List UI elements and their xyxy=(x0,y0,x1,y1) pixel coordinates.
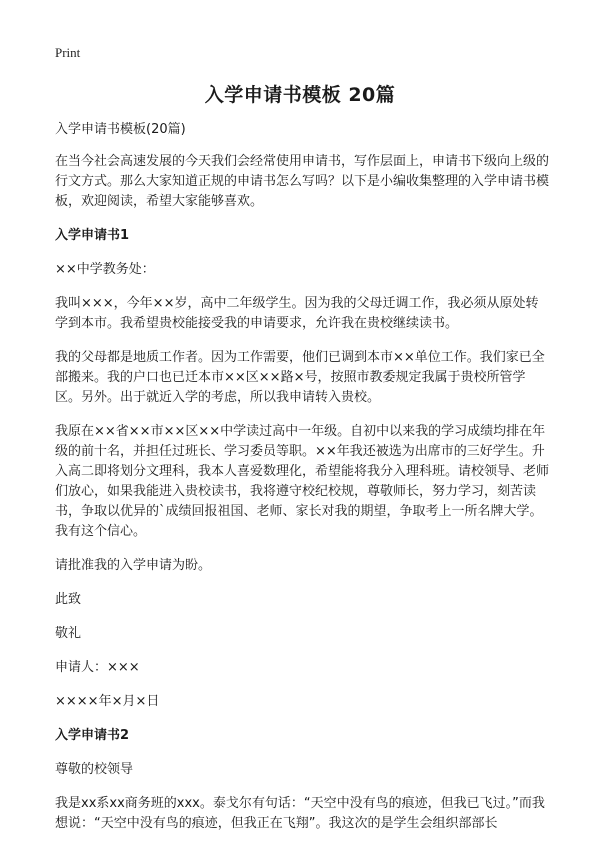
letter-1-regards: 敬礼 xyxy=(55,626,82,641)
page-title: 入学申请书模板 20篇 xyxy=(204,84,396,106)
letter-2-paragraph: 我是xx系xx商务班的xxx。泰戈尔有句话：“天空中没有鸟的痕迹，但我已飞过。”而我想说：“天空中没有鸟的痕迹，但我正在飞翔”。我这次的是学生会组织部部长 xyxy=(55,796,545,831)
letter-1-paragraph: 我叫×××，今年××岁，高中二年级学生。因为我的父母迁调工作，我必须从原处转学到本市。我希望贵校能接受我的申请要求，允许我在贵校继续读书。 xyxy=(55,296,539,331)
letter-1-heading: 入学申请书1 xyxy=(55,228,130,243)
letter-2-salutation: 尊敬的校领导 xyxy=(55,762,134,777)
letter-1-paragraph: 我原在××省××市××区××中学读过高中一年级。自初中以来我的学习成绩均排在年级的前十名，并担任过班长、学习委员等职。××年我还被选为出席市的三好学生。升入高二即将划分文理科，我本人喜爱数理化，希望能将我分入理科班。请校领导、老师们放心，如果我能进入贵校读书，我将遵守校纪校规，尊敬师长，努力学习，刻苦读书，争取以优异的`成绩回报祖国、老师、家长对我的期望，争取考上一所名牌大学。我有这个信心。 xyxy=(55,424,550,539)
letter-1-closing: 此致 xyxy=(55,592,82,607)
letter-1-paragraph: 我的父母都是地质工作者。因为工作需要，他们已调到本市××单位工作。我们家已全部搬来。我的户口也已迁本市××区××路×号，按照市教委规定我属于贵校所管学区。另外。出于就近入学的考虑，所以我申请转入贵校。 xyxy=(55,350,545,405)
document-body xyxy=(55,120,550,848)
document-subtitle: 入学申请书模板(20篇) xyxy=(55,122,186,137)
print-link[interactable]: Print xyxy=(55,45,81,60)
letter-2-heading: 入学申请书2 xyxy=(55,728,130,743)
letter-1-salutation: ××中学教务处： xyxy=(55,262,155,277)
letter-1-paragraph: 请批准我的入学申请为盼。 xyxy=(55,558,212,573)
intro-paragraph: 在当今社会高速发展的今天我们会经常使用申请书，写作层面上，申请书下级向上级的行文方式。那么大家知道正规的申请书怎么写吗？以下是小编收集整理的入学申请书模板，欢迎阅读，希望大家能够喜欢。 xyxy=(55,154,550,209)
letter-1-applicant: 申请人：××× xyxy=(55,660,140,675)
letter-1-date: ××××年×月×日 xyxy=(55,694,160,709)
